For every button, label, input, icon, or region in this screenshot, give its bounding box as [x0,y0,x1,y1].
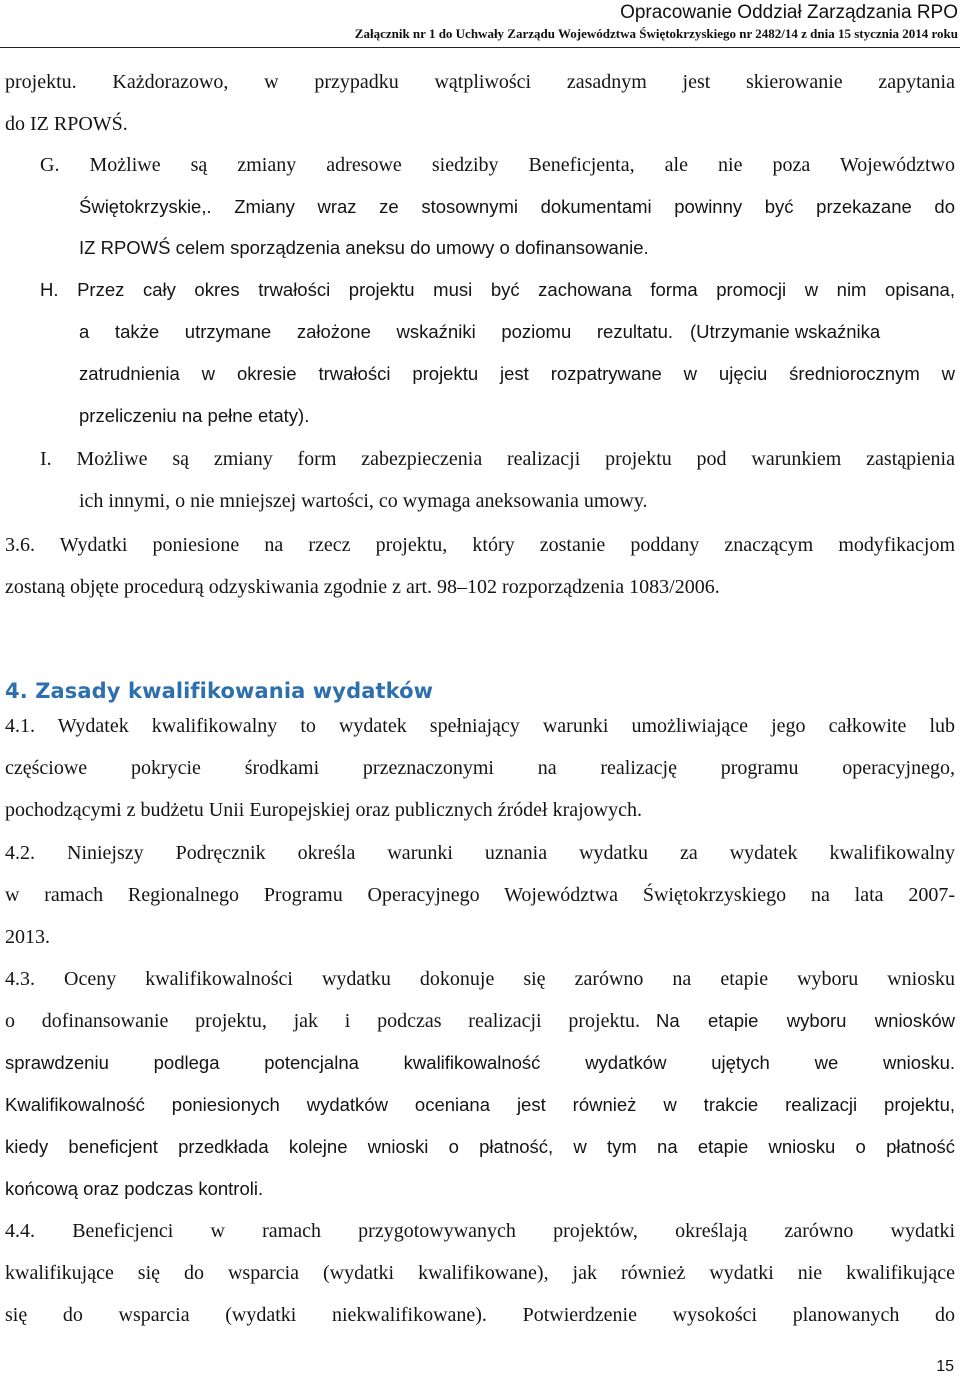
section-heading: 4. Zasady kwalifikowania wydatków [5,679,434,703]
header-reference: Załącznik nr 1 do Uchwały Zarządu Województwa Świętokrzyskiego nr 2482/14 z dnia 15 stycznia 2014 roku [354,26,958,41]
paragraph-4-2: 4.2. Niniejszy Podręcznik określa warunki uznania wydatku za wydatek kwalifikowalny [5,842,955,864]
text-line: w ramach Regionalnego Programu Operacyjnego Województwa Świętokrzyskiego na lata 2007- [5,884,955,906]
list-item-i: I. Możliwe są zmiany form zabezpieczenia realizacji projektu pod warunkiem zastąpienia [40,448,955,470]
text-line: przeliczeniu na pełne etaty). [79,405,310,426]
list-item-h: H. Przez cały okres trwałości projektu musi być zachowana forma promocji w nim opisana, [40,279,955,300]
list-item-g: G. Możliwe są zmiany adresowe siedziby Beneficjenta, ale nie poza Województwo [40,154,955,176]
paragraph-4-3: 4.3. Oceny kwalifikowalności wydatku dokonuje się zarówno na etapie wyboru wniosku [5,968,955,990]
text-line: do IZ RPOWŚ. [5,113,128,135]
paragraph-4-4: 4.4. Beneficjenci w ramach przygotowywanych projektów, określają zarówno wydatki [5,1220,955,1242]
text-line: o dofinansowanie projektu, jak i podczas realizacji projektu. [5,1010,640,1032]
text-line: sprawdzeniu podlega potencjalna kwalifikowalność wydatków ujętych we wniosku. [5,1052,955,1073]
text-line: a także utrzymane założone wskaźniki poziomu rezultatu. [79,321,673,342]
text-line: zostaną objęte procedurą odzyskiwania zgodnie z art. 98–102 rozporządzenia 1083/2006. [5,576,720,598]
page-header [355,0,958,43]
text-line: Na etapie wyboru wniosków [656,1010,955,1031]
text-line: kiedy beneficjent przedkłada kolejne wnioski o płatność, w tym na etapie wniosku o płatność [5,1136,955,1157]
text-line: pochodzącymi z budżetu Unii Europejskiej oraz publicznych źródeł krajowych. [5,799,642,821]
text-line: projektu. Każdorazowo, w przypadku wątpliwości zasadnym jest skierowanie zapytania [5,71,955,93]
paragraph-4-1: 4.1. Wydatek kwalifikowalny to wydatek spełniający warunki umożliwiające jego całkowite lub [5,715,955,737]
text-line: końcową oraz podczas kontroli. [5,1178,264,1199]
text-line: częściowe pokrycie środkami przeznaczonymi na realizację programu operacyjnego, [5,757,955,779]
header-organization: Opracowanie Oddział Zarządzania RPO [620,2,958,23]
paragraph-3-6: 3.6. Wydatki poniesione na rzecz projektu, który zostanie poddany znaczącym modyfikacjom [5,534,955,556]
text-line: Świętokrzyskie,. Zmiany wraz ze stosownymi dokumentami powinny być przekazane do [79,196,955,217]
header-rule [0,47,960,48]
text-line: IZ RPOWŚ celem sporządzenia aneksu do umowy o dofinansowanie. [79,237,649,258]
page-number: 15 [936,1358,954,1375]
text-line: kwalifikujące się do wsparcia (wydatki kwalifikowane), jak również wydatki nie kwalifikujące [5,1262,955,1284]
text-line: 2013. [5,926,50,948]
text-line: zatrudnienia w okresie trwałości projektu jest rozpatrywane w ujęciu średniorocznym w [79,363,955,384]
text-line: ich innymi, o nie mniejszej wartości, co wymaga aneksowania umowy. [79,490,648,512]
text-line: (Utrzymanie wskaźnika [690,321,881,342]
text-line: Kwalifikowalność poniesionych wydatków oceniana jest również w trakcie realizacji projektu, [5,1094,955,1115]
text-line: się do wsparcia (wydatki niekwalifikowane). Potwierdzenie wysokości planowanych do [5,1304,955,1326]
